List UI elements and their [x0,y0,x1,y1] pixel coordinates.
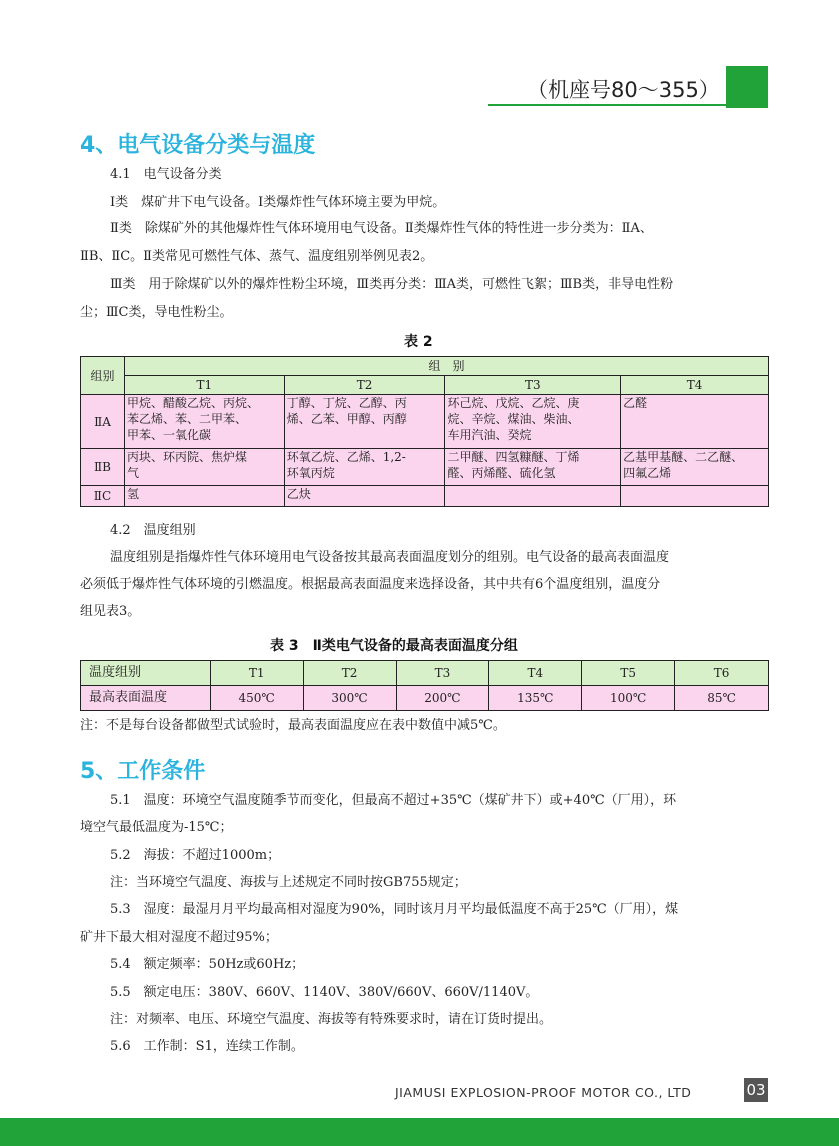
table-2 [80,356,769,507]
table-cell: 氢 [124,486,284,507]
table-3-note: 注：不是每台设备都做型式试验时，最高表面温度应在表中数值中减5℃。 [80,718,506,733]
table-cell: 环氧乙烷、乙烯、1,2- 环氧丙烷 [284,449,445,486]
row-label: ⅡC [81,486,125,507]
condition-5-4: 5.4 额定频率：50Hz或60Hz； [110,957,305,972]
table-row [81,395,769,449]
condition-note-2: 注：对频率、电压、环境空气温度、海拔等有特殊要求时，请在订货时提出。 [110,1012,553,1027]
temp-group-text-line2: 必须低于爆炸性气体环境的引燃温度。根据最高表面温度来选择设备，其中共有6个温度组别，温度分 [80,577,661,592]
subsection-4-1-title: 4.1 电气设备分类 [110,167,222,182]
max-temp-cell: 200℃ [396,686,489,711]
table-2-col-header: T4 [621,376,769,395]
table-cell: 丁醇、丁烷、乙醇、丙 烯、乙苯、甲醇、丙醇 [284,395,445,449]
table-3-row-header: 最高表面温度 [81,686,211,711]
condition-5-3-line1: 5.3 湿度：最湿月月平均最高相对湿度为90%，同时该月月平均最低温度不高于25℃（厂用），煤 [110,902,679,917]
condition-5-5: 5.5 额定电压：380V、660V、1140V、380V/660V、660V/1140V。 [110,985,539,1000]
max-temp-cell: 100℃ [582,686,675,711]
class-2-text-line1: Ⅱ类 除煤矿外的其他爆炸性气体环境用电气设备。Ⅱ类爆炸性气体的特性进一步分类为：ⅡA、 [110,221,653,236]
condition-5-6: 5.6 工作制：S1，连续工作制。 [110,1039,304,1054]
condition-5-2: 5.2 海拔：不超过1000m； [110,848,281,863]
table-2-corner-cell: 组别 [81,357,125,395]
footer-bar [0,1118,839,1146]
max-temp-cell: 85℃ [675,686,769,711]
temp-group-cell: T6 [675,661,769,686]
table-2-group-header: 组 别 [124,357,768,376]
max-temp-cell: 300℃ [303,686,396,711]
table-2-caption: 表 2 [404,334,433,350]
temp-group-text-line3: 组见表3。 [80,604,141,619]
table-cell: 乙醛 [621,395,769,449]
running-header: （机座号80～355） [527,78,720,102]
table-cell [621,486,769,507]
table-row [81,449,769,486]
table-3 [80,660,769,711]
table-cell: 二甲醚、四氢糠醚、丁烯 醛、丙烯醛、硫化氢 [445,449,621,486]
row-label: ⅡB [81,449,125,486]
table-2-col-header: T3 [445,376,621,395]
table-cell: 甲烷、醋酸乙烷、丙烷、 苯乙烯、苯、二甲苯、 甲苯、一氧化碳 [124,395,284,449]
temp-group-text-line1: 温度组别是指爆炸性气体环境用电气设备按其最高表面温度划分的组别。电气设备的最高表面温度 [110,550,670,565]
page-number: 03 [744,1078,768,1102]
condition-note-1: 注：当环境空气温度、海拔与上述规定不同时按GB755规定； [110,875,467,890]
table-2-col-header: T1 [124,376,284,395]
max-temp-cell: 450℃ [210,686,303,711]
table-cell: 乙基甲基醚、二乙醚、 四氟乙烯 [621,449,769,486]
section-4-title: 4、电气设备分类与温度 [80,133,316,158]
subsection-4-2-title: 4.2 温度组别 [110,523,196,538]
temp-group-cell: T1 [210,661,303,686]
condition-5-1-line2: 境空气最低温度为-15℃； [80,820,233,835]
condition-5-1-line1: 5.1 温度：环境空气温度随季节而变化，但最高不超过+35℃（煤矿井下）或+40℃（厂用），环 [110,793,677,808]
max-temp-cell: 135℃ [489,686,582,711]
temp-group-cell: T3 [396,661,489,686]
temp-group-cell: T2 [303,661,396,686]
table-cell: 丙块、环丙院、焦炉煤 气 [124,449,284,486]
table-3-caption: 表 3 Ⅱ类电气设备的最高表面温度分组 [270,638,518,654]
temp-group-cell: T5 [582,661,675,686]
temp-group-cell: T4 [489,661,582,686]
table-cell: 环己烷、戊烷、乙烷、庚 烷、辛烷、煤油、柴油、 车用汽油、癸烷 [445,395,621,449]
table-3-row-header: 温度组别 [81,661,211,686]
class-2-text-line2: ⅡB、ⅡC。Ⅱ类常见可燃性气体、蒸气、温度组别举例见表2。 [80,249,434,264]
header-accent-block [726,66,768,108]
table-cell [445,486,621,507]
class-1-text: Ⅰ类 煤矿井下电气设备。Ⅰ类爆炸性气体环境主要为甲烷。 [110,195,446,210]
condition-5-3-line2: 矿井下最大相对湿度不超过95%； [80,930,278,945]
footer-company: JIAMUSI EXPLOSION-PROOF MOTOR CO., LTD [395,1085,692,1100]
table-row [81,486,769,507]
table-cell: 乙炔 [284,486,445,507]
section-5-title: 5、工作条件 [80,759,206,784]
header-rule [488,104,726,106]
class-3-text-line2: 尘；ⅢC类，导电性粉尘。 [80,305,233,320]
class-3-text-line1: Ⅲ类 用于除煤矿以外的爆炸性粉尘环境，Ⅲ类再分类：ⅢA类，可燃性飞絮；ⅢB类，非导电性粉 [110,277,674,292]
row-label: ⅡA [81,395,125,449]
table-2-col-header: T2 [284,376,445,395]
